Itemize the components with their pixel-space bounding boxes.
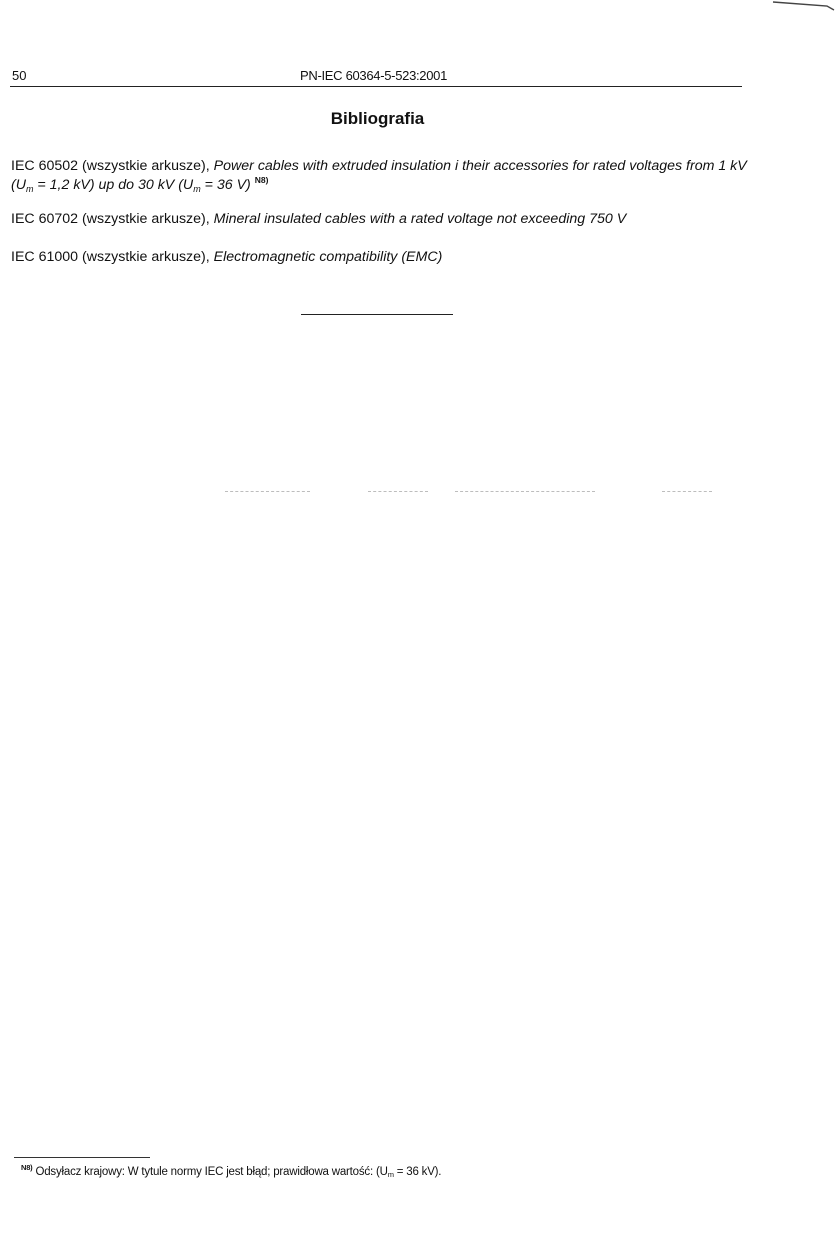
entry-title: Mineral insulated cables with a rated voltage not exceeding 750 V bbox=[213, 211, 627, 227]
entry-scope: (wszystkie arkusze), bbox=[82, 158, 210, 174]
footnote bbox=[21, 1163, 442, 1179]
entry-code: IEC 60502 bbox=[11, 158, 79, 174]
subscript: m bbox=[25, 184, 34, 194]
entry-scope: (wszystkie arkusze), bbox=[82, 249, 210, 265]
footnote-rule bbox=[14, 1157, 150, 1158]
footnote-reference: N8) bbox=[254, 175, 269, 185]
faint-scan-line bbox=[662, 491, 712, 492]
page-number: 50 bbox=[12, 68, 27, 83]
scan-edge-mark bbox=[765, 0, 835, 14]
section-end-rule bbox=[301, 314, 453, 315]
section-title: Bibliografia bbox=[330, 109, 425, 128]
faint-scan-line bbox=[455, 491, 595, 492]
entry-code: IEC 60702 bbox=[11, 211, 79, 227]
standard-id: PN-IEC 60364-5-523:2001 bbox=[300, 68, 448, 83]
footnote-text-end: = 36 kV). bbox=[393, 1166, 442, 1178]
header-rule bbox=[10, 86, 742, 87]
subscript: m bbox=[193, 184, 201, 194]
footnote-marker: N8) bbox=[21, 1163, 33, 1172]
entry-scope: (wszystkie arkusze), bbox=[82, 211, 210, 227]
subscript: m bbox=[387, 1170, 394, 1179]
faint-scan-line bbox=[225, 491, 310, 492]
entry-title: Electromagnetic compatibility (EMC) bbox=[213, 249, 443, 265]
bibliography-entry bbox=[11, 248, 751, 267]
bibliography-entry bbox=[11, 210, 751, 229]
faint-scan-line bbox=[368, 491, 428, 492]
footnote-text: Odsyłacz krajowy: W tytule normy IEC jest błąd; prawidłowa wartość: (U bbox=[32, 1166, 388, 1178]
bibliography-entry bbox=[11, 157, 751, 195]
entry-title: Power cables with extruded insulation i their accessories for rated voltages from 1 kV ($U_m = 1,2$ kV) up do 30 kV ($U_m = 36$ V) bbox=[11, 158, 747, 194]
entry-code: IEC 61000 bbox=[11, 249, 79, 265]
